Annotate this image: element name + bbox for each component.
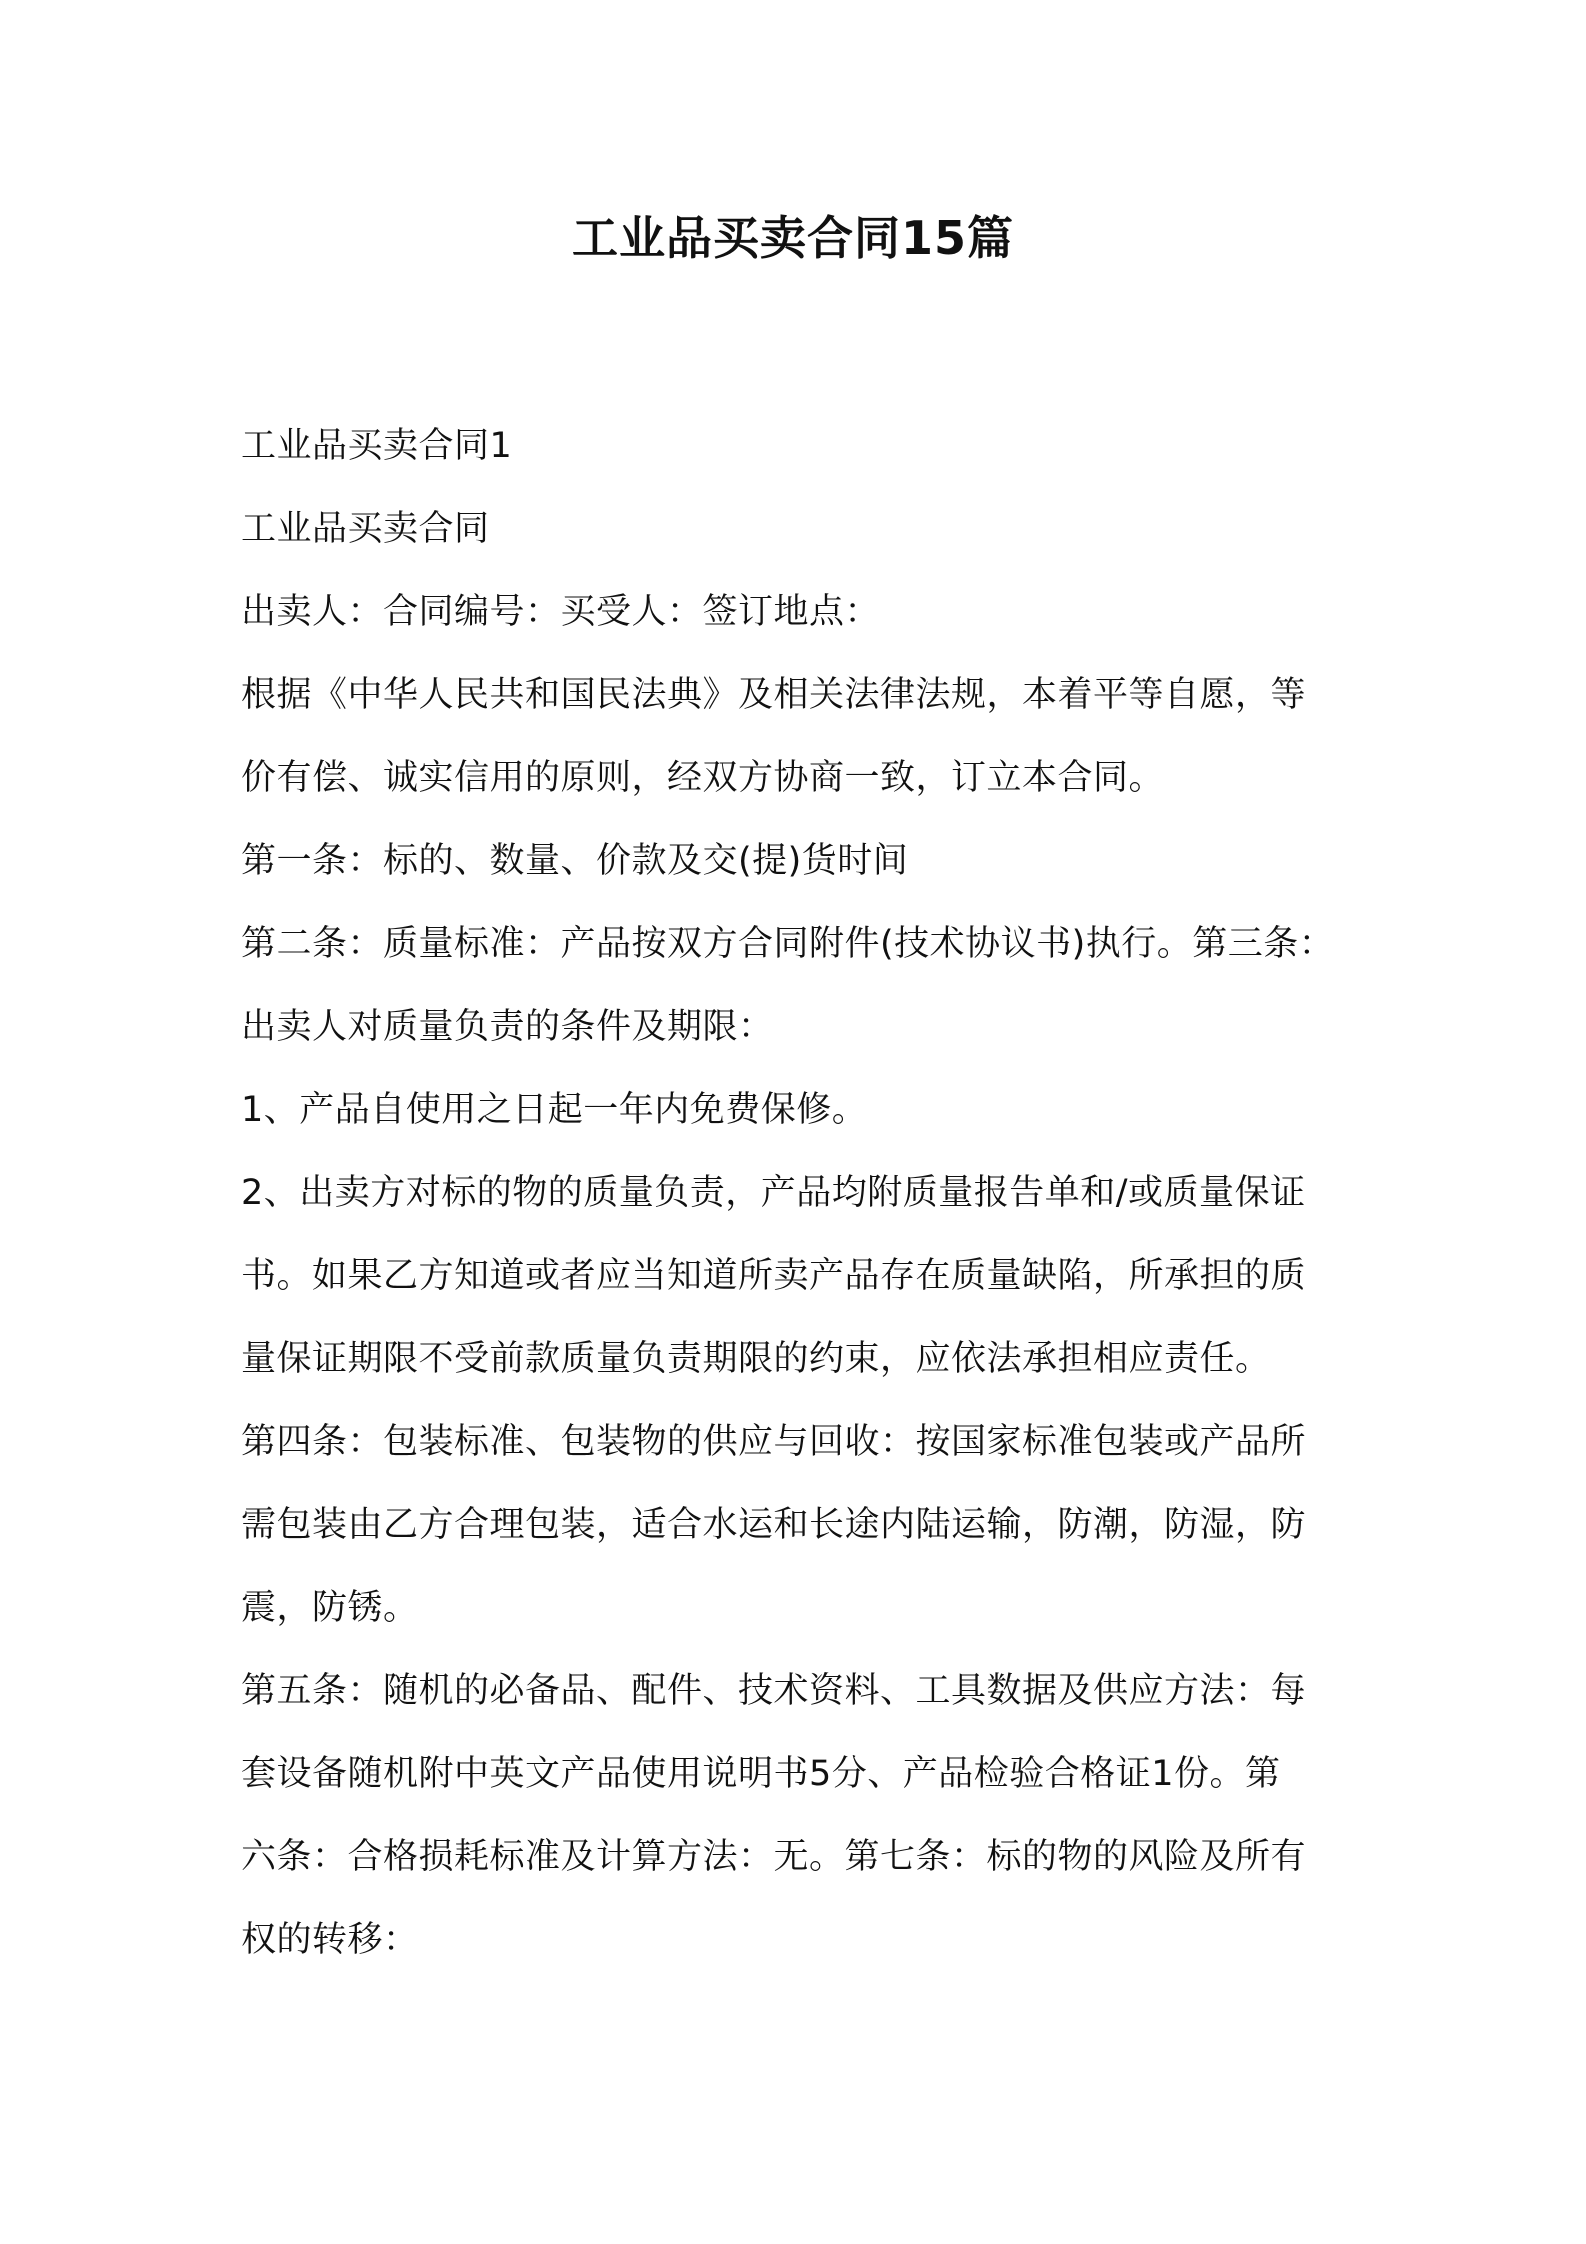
paragraph-line: 书。如果乙方知道或者应当知道所卖产品存在质量缺陷，所承担的质 xyxy=(241,1256,1307,1296)
paragraph-line: 价有偿、诚实信用的原则，经双方协商一致，订立本合同。 xyxy=(241,758,1165,798)
paragraph-line: 权的转移： xyxy=(241,1920,419,1960)
heading-contract-1: 工业品买卖合同1 xyxy=(241,426,513,466)
paragraph-line: 震，防锈。 xyxy=(241,1588,419,1628)
article-4-line: 第四条：包装标准、包装物的供应与回收：按国家标准包装或产品所 xyxy=(241,1422,1307,1462)
paragraph-line: 量保证期限不受前款质量负责期限的约束，应依法承担相应责任。 xyxy=(241,1339,1271,1379)
article-1-line: 第一条：标的、数量、价款及交(提)货时间 xyxy=(241,841,909,881)
clause-2-line: 2、出卖方对标的物的质量负责，产品均附质量报告单和/或质量保证 xyxy=(241,1173,1306,1213)
paragraph-line: 六条：合格损耗标准及计算方法：无。第七条：标的物的风险及所有 xyxy=(241,1837,1307,1877)
article-5-line: 第五条：随机的必备品、配件、技术资料、工具数据及供应方法：每 xyxy=(241,1671,1307,1711)
article-2-line: 第二条：质量标准：产品按双方合同附件(技术协议书)执行。第三条： xyxy=(241,924,1335,964)
paragraph-line: 根据《中华人民共和国民法典》及相关法律法规，本着平等自愿，等 xyxy=(241,675,1307,715)
paragraph-line: 套设备随机附中英文产品使用说明书5分、产品检验合格证1份。第 xyxy=(241,1754,1281,1794)
clause-1-line: 1、产品自使用之日起一年内免费保修。 xyxy=(241,1090,868,1130)
paragraph-line: 需包装由乙方合理包装，适合水运和长途内陆运输，防潮，防湿，防 xyxy=(241,1505,1307,1545)
heading-contract-name: 工业品买卖合同 xyxy=(241,509,490,549)
paragraph-line: 出卖人对质量负责的条件及期限： xyxy=(241,1007,774,1047)
document-body xyxy=(241,405,1353,1982)
document-title: 工业品买卖合同15篇 xyxy=(571,211,1014,265)
parties-line: 出卖人：合同编号：买受人：签订地点： xyxy=(241,592,881,632)
